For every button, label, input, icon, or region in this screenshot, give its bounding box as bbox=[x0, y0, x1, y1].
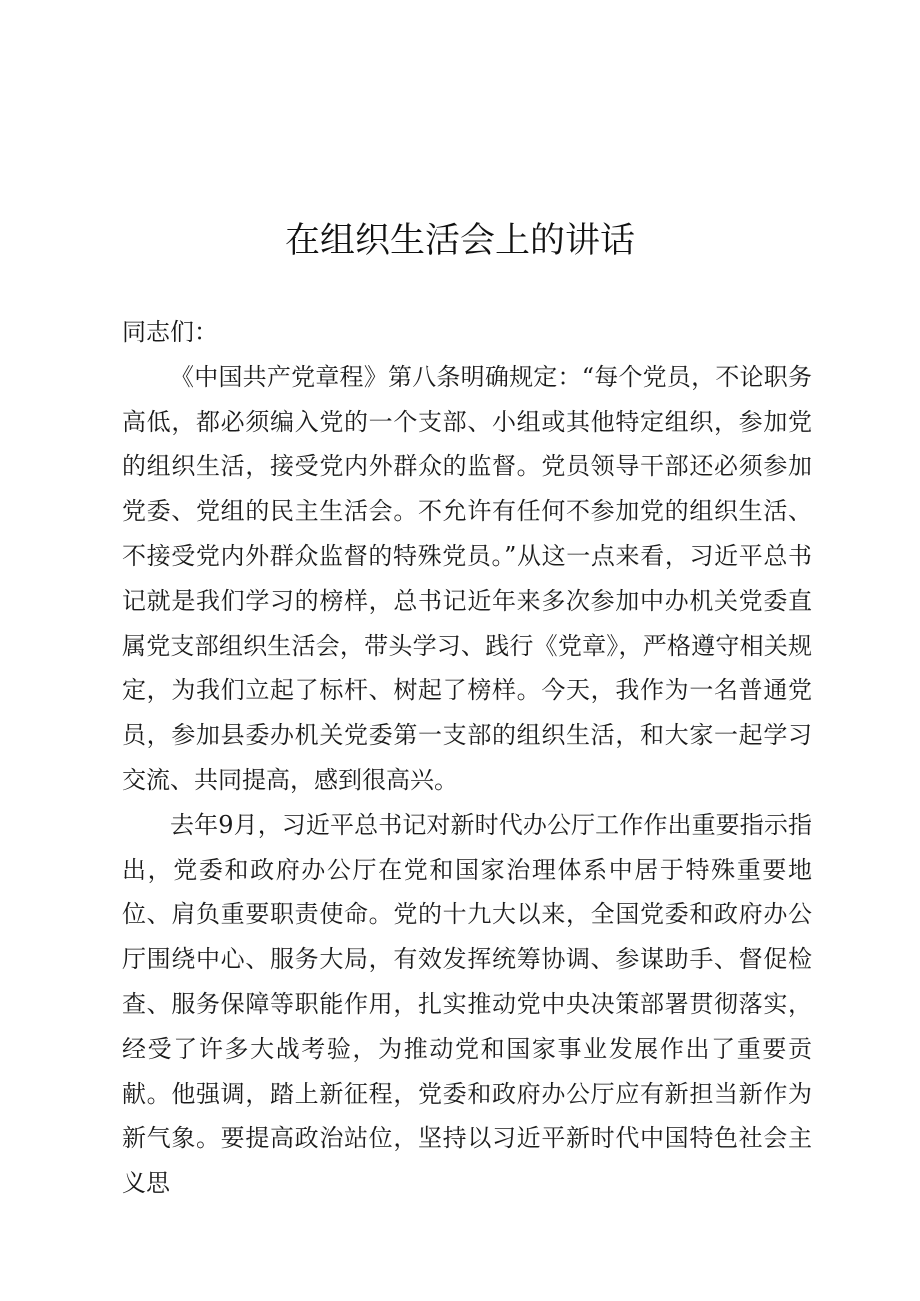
paragraph-2: 去年9月，习近平总书记对新时代办公厅工作作出重要指示指出，党委和政府办公厅在党和国家治理体系中居于特殊重要地位、肩负重要职责使命。党的十九大以来，全国党委和政府办公厅围绕中心、服务大局，有效发挥统筹协调、参谋助手、督促检查、服务保障等职能作用，扎实推动党中央决策部署贯彻落实，经受了许多大战考验，为推动党和国家事业发展作出了重要贡献。他强调，踏上新征程，党委和政府办公厅应有新担当新作为新气象。要提高政治站位，坚持以习近平新时代中国特色社会主义思 bbox=[122, 810, 812, 1198]
document-title: 在组织生活会上的讲话 bbox=[284, 221, 635, 261]
paragraph-1: 《中国共产党章程》第八条明确规定：“每个党员，不论职务高低，都必须编入党的一个支部、小组或其他特定组织，参加党的组织生活，接受党内外群众的监督。党员领导干部还必须参加党委、党组的民主生活会。不允许有任何不参加党的组织生活、不接受党内外群众监督的特殊党员。”从这一点来看，习近平总书记就是我们学习的榜样，总书记近年来多次参加中办机关党委直属党支部组织生活会，带头学习、践行《党章》，严格遵守相关规定，为我们立起了标杆、树起了榜样。今天，我作为一名普通党员，参加县委办机关党委第一支部的组织生活，和大家一起学习交流、共同提高，感到很高兴。 bbox=[122, 362, 812, 794]
salutation: 同志们： bbox=[122, 318, 218, 346]
document-body bbox=[122, 310, 812, 1206]
